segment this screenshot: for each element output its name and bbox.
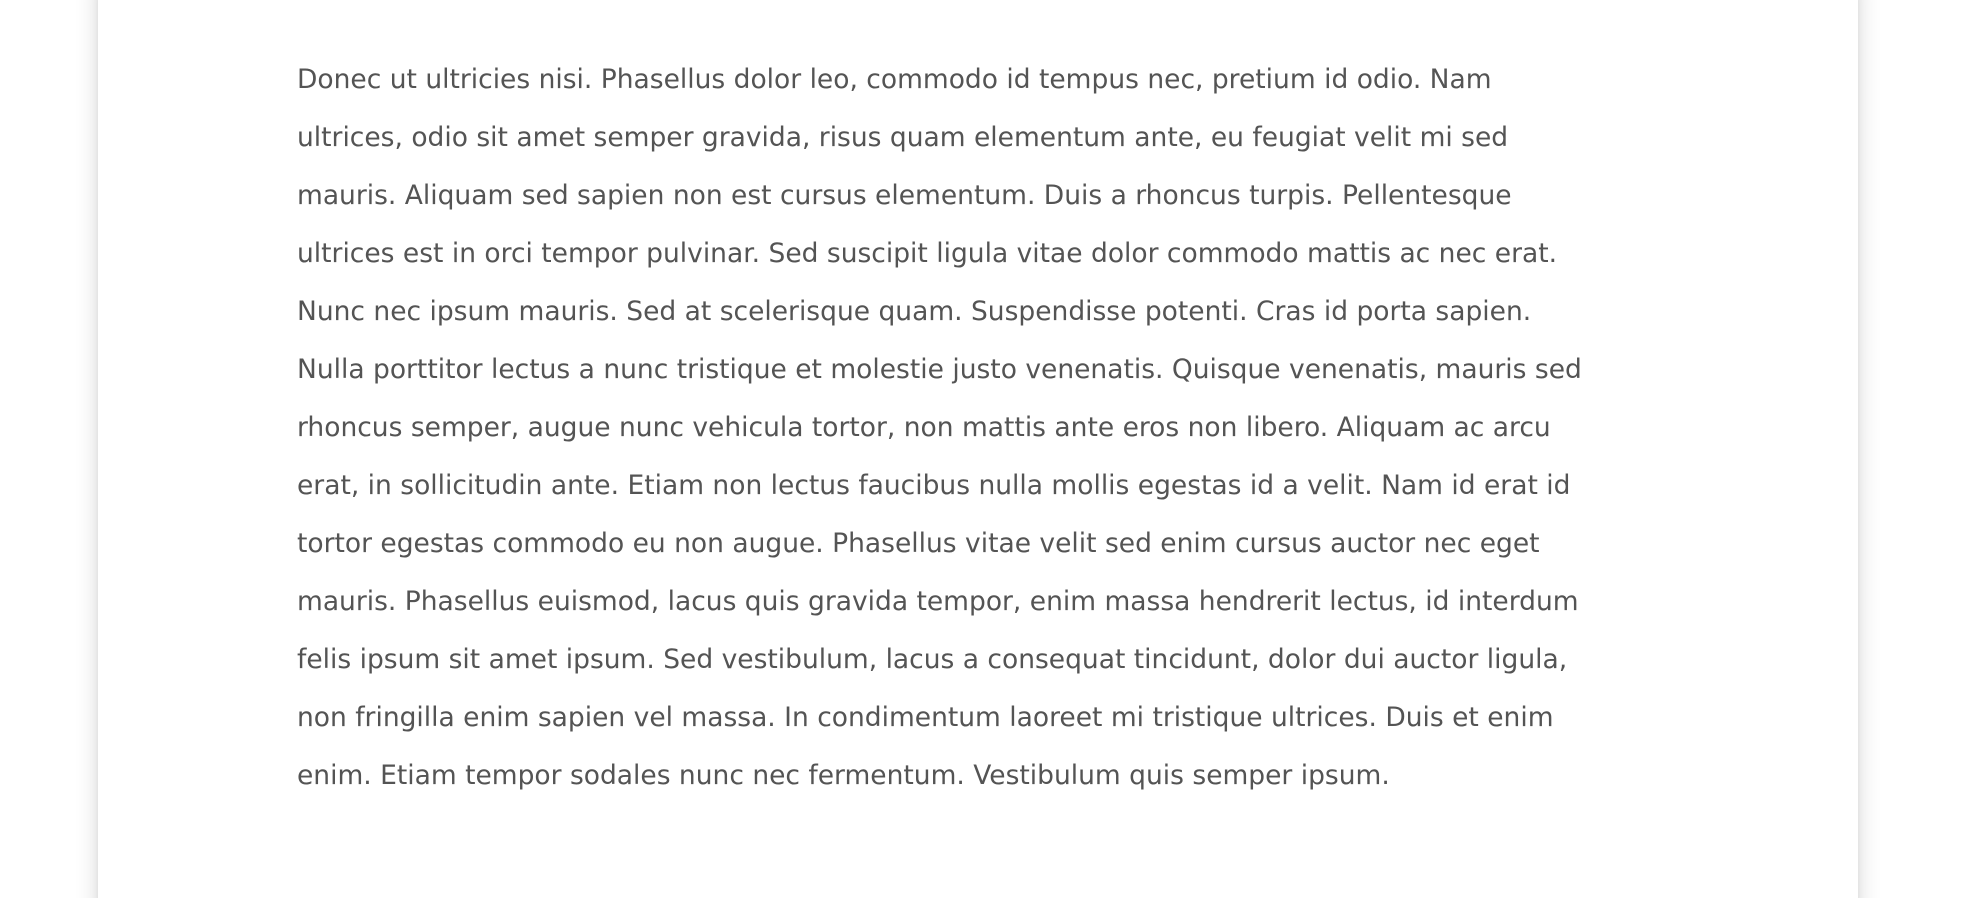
paragraph-line-10: mauris. Phasellus euismod, lacus quis gravida tempor, enim massa hendrerit lectus, id interdum (297, 586, 1579, 617)
paragraph-line-9: tortor egestas commodo eu non augue. Phasellus vitae velit sed enim cursus auctor nec eget (297, 528, 1540, 559)
paragraph-line-1: Donec ut ultricies nisi. Phasellus dolor leo, commodo id tempus nec, pretium id odio. Nam (297, 64, 1492, 95)
paragraph-line-6: Nulla porttitor lectus a nunc tristique et molestie justo venenatis. Quisque venenatis, mauris sed (297, 354, 1582, 385)
paragraph-line-2: ultrices, odio sit amet semper gravida, risus quam elementum ante, eu feugiat velit mi sed (297, 122, 1509, 153)
paragraph-line-5: Nunc nec ipsum mauris. Sed at scelerisque quam. Suspendisse potenti. Cras id porta sapien. (297, 296, 1532, 327)
paragraph-line-12: non fringilla enim sapien vel massa. In condimentum laoreet mi tristique ultrices. Duis et enim (297, 702, 1554, 733)
paragraph-line-3: mauris. Aliquam sed sapien non est cursus elementum. Duis a rhoncus turpis. Pellentesque (297, 180, 1512, 211)
paragraph-line-8: erat, in sollicitudin ante. Etiam non lectus faucibus nulla mollis egestas id a velit. Nam id erat id (297, 470, 1571, 501)
paragraph-line-11: felis ipsum sit amet ipsum. Sed vestibulum, lacus a consequat tincidunt, dolor dui auctor ligula, (297, 644, 1568, 675)
paragraph-line-4: ultrices est in orci tempor pulvinar. Sed suscipit ligula vitae dolor commodo mattis ac nec erat. (297, 238, 1558, 269)
content-card (98, 0, 1858, 898)
paragraph-line-13: enim. Etiam tempor sodales nunc nec fermentum. Vestibulum quis semper ipsum. (297, 760, 1390, 791)
paragraph-line-7: rhoncus semper, augue nunc vehicula tortor, non mattis ante eros non libero. Aliquam ac arcu (297, 412, 1551, 443)
article-paragraph (297, 51, 1657, 805)
